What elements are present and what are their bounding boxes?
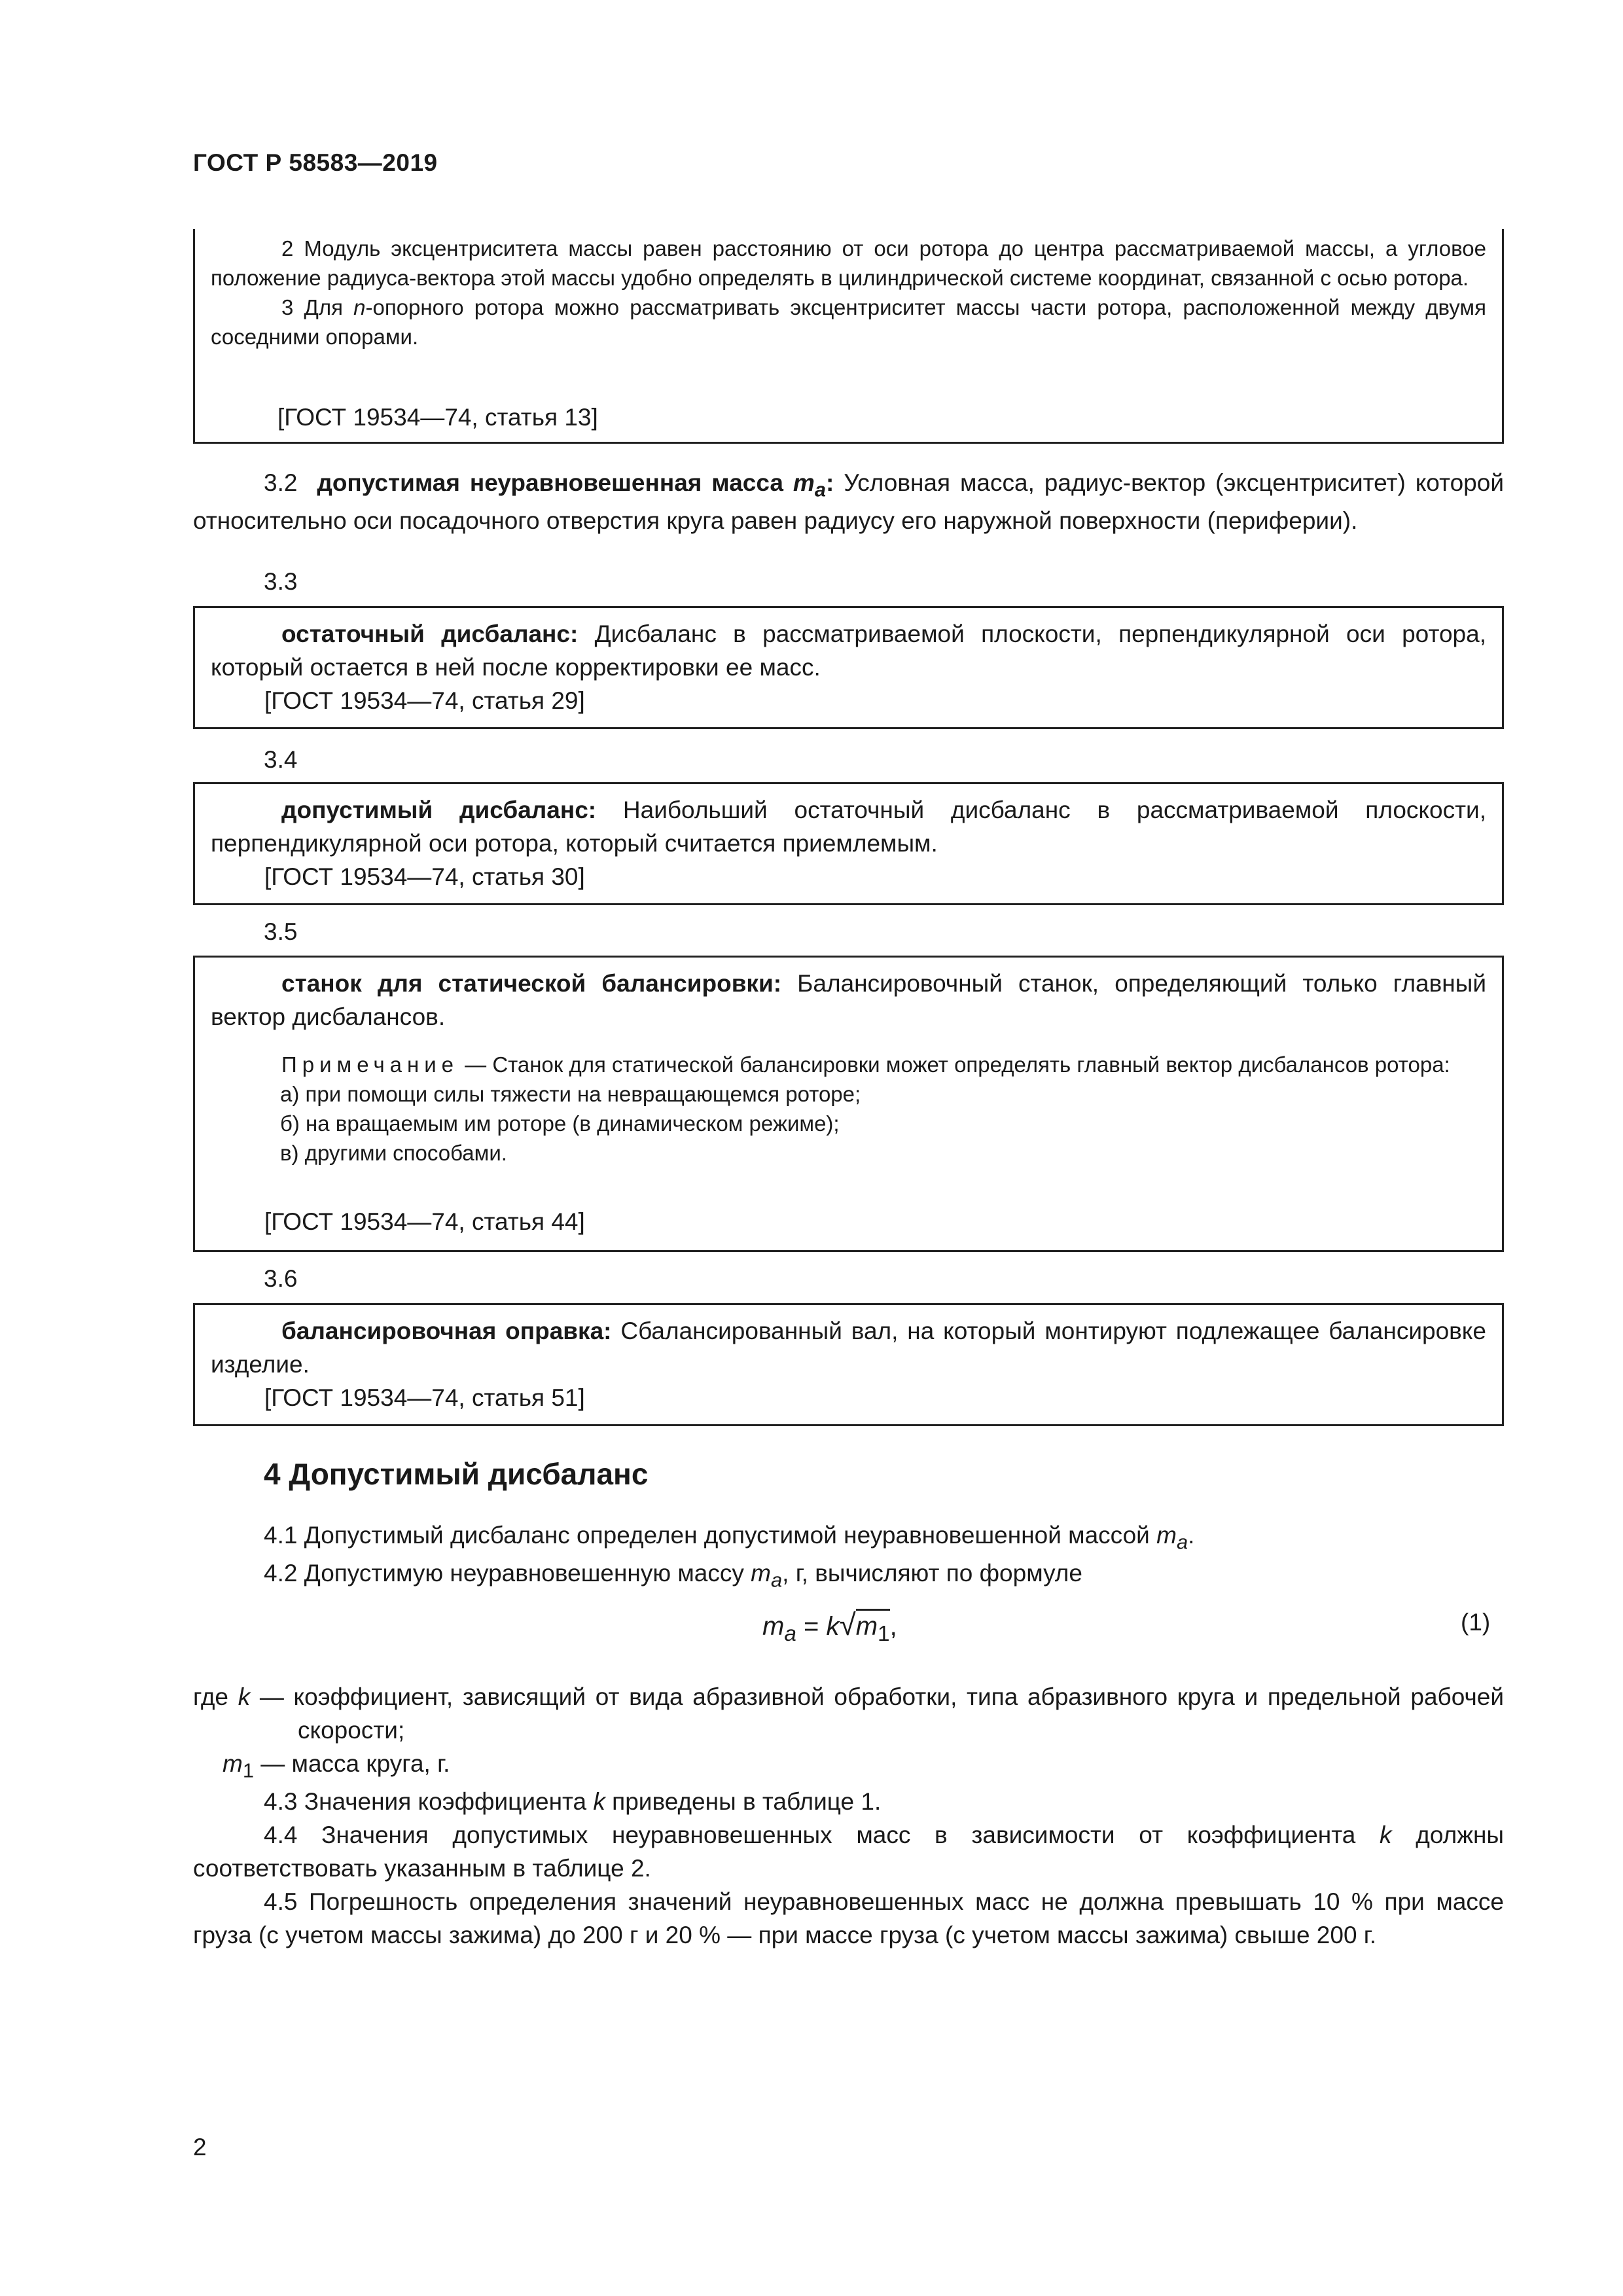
note-list-item: б) на вращаемым им роторе (в динамическом режиме); [280,1111,840,1136]
formula-1: $m_a = k√m_1$, [762,1607,897,1646]
where-k: где k — коэффициент, зависящий от вида абразивной обработки, типа абразивного круга и предельной рабочей скорости; [193,1683,1505,1744]
term-3-6-number: 3.6 [264,1265,298,1292]
term-3-6-box [193,1303,1504,1426]
term-3-2-title: допустимая неуравновешенная масса $m_a$: [317,469,834,501]
box-reference: [ГОСТ 19534—74, статья 13] [277,404,598,431]
where-m1: $m_1$ — масса круга, г. [223,1750,450,1782]
term-3-5-box [193,956,1504,1252]
para-4-5: 4.5 Погрешность определения значений неуравновешенных масс не должна превышать 10 % при массе груза (с учетом массы зажима) до 200 г и 20 % — при массе груза (с учетом массы зажима) свыше 200 г. [193,1888,1504,1949]
para-4-1: 4.1 Допустимый дисбаланс определен допустимой неуравновешенной массой $m_a$. [264,1522,1195,1554]
where-block [193,1680,1504,1952]
term-3-4-number: 3.4 [264,746,298,773]
note-2: 2 Модуль эксцентриситета массы равен расстоянию от оси ротора до центра рассматриваемой массы, а угловое положение радиуса-вектора этой массы удобно определять в цилиндрической системе координат, связанной с осью ротора. [211,236,1486,290]
section-4-intro [193,1518,1504,1594]
para-4-2: 4.2 Допустимую неуравновешенную массу $m_a$, г, вычисляют по формуле [264,1559,1082,1592]
term-3-4-box [193,782,1504,905]
term-3-5-note: Примечание — Станок для статической балансировки может определять главный вектор дисбалансов ротора: а) при помощи силы тяжести на невращающемся роторе; б) на вращаемым им роторе (в динамическом режиме); в) другими способами. [211,1050,1486,1168]
para-4-4: 4.4 Значения допустимых неуравновешенных масс в зависимости от коэффициента k должны соответствовать указанным в таблице 2. [193,1821,1504,1882]
note-list-item: в) другими способами. [280,1140,507,1165]
page-number: 2 [193,2134,207,2161]
para-4-3: 4.3 Значения коэффициента k приведены в таблице 1. [264,1788,882,1816]
term-3-3-box [193,606,1504,729]
note-list-item: а) при помощи силы тяжести на невращающемся роторе; [280,1081,861,1106]
term-3-3-ref: [ГОСТ 19534—74, статья 29] [264,687,585,715]
section-4-title: 4 Допустимый дисбаланс [264,1457,649,1491]
continuation-box [193,229,1504,444]
note-3: 3 Для n-опорного ротора можно рассматривать эксцентриситет массы части ротора, расположенной между двумя соседними опорами. [211,295,1486,349]
term-3-3-number: 3.3 [264,568,298,595]
box-notes [211,234,1486,352]
term-3-3-text: остаточный дисбаланс: Дисбаланс в рассматриваемой плоскости, перпендикулярной оси ротора, который остается в ней после корректировки ее масс. [211,620,1486,681]
term-3-6-ref: [ГОСТ 19534—74, статья 51] [264,1384,585,1412]
term-3-4-ref: [ГОСТ 19534—74, статья 30] [264,863,585,891]
term-3-5-text: станок для статической балансировки: Балансировочный станок, определяющий только главный вектор дисбалансов. [211,970,1486,1031]
term-3-5-number: 3.5 [264,918,298,945]
term-3-5-ref: [ГОСТ 19534—74, статья 44] [264,1208,585,1235]
term-3-6-text: балансировочная оправка: Сбалансированный вал, на который монтируют подлежащее балансировке изделие. [211,1318,1486,1378]
term-3-4-text: допустимый дисбаланс: Наибольший остаточный дисбаланс в рассматриваемой плоскости, перпендикулярной оси ротора, который считается приемлемым. [211,797,1486,857]
document-header: ГОСТ Р 58583—2019 [193,149,438,176]
term-3-2: 3.2 допустимая неуравновешенная масса $m_a$: Условная масса, радиус-вектор (эксцентриситет) которой относительно оси посадочного отверстия круга равен радиусу его наружной поверхности (периферии). [193,469,1505,534]
equation-number: (1) [1461,1609,1491,1636]
